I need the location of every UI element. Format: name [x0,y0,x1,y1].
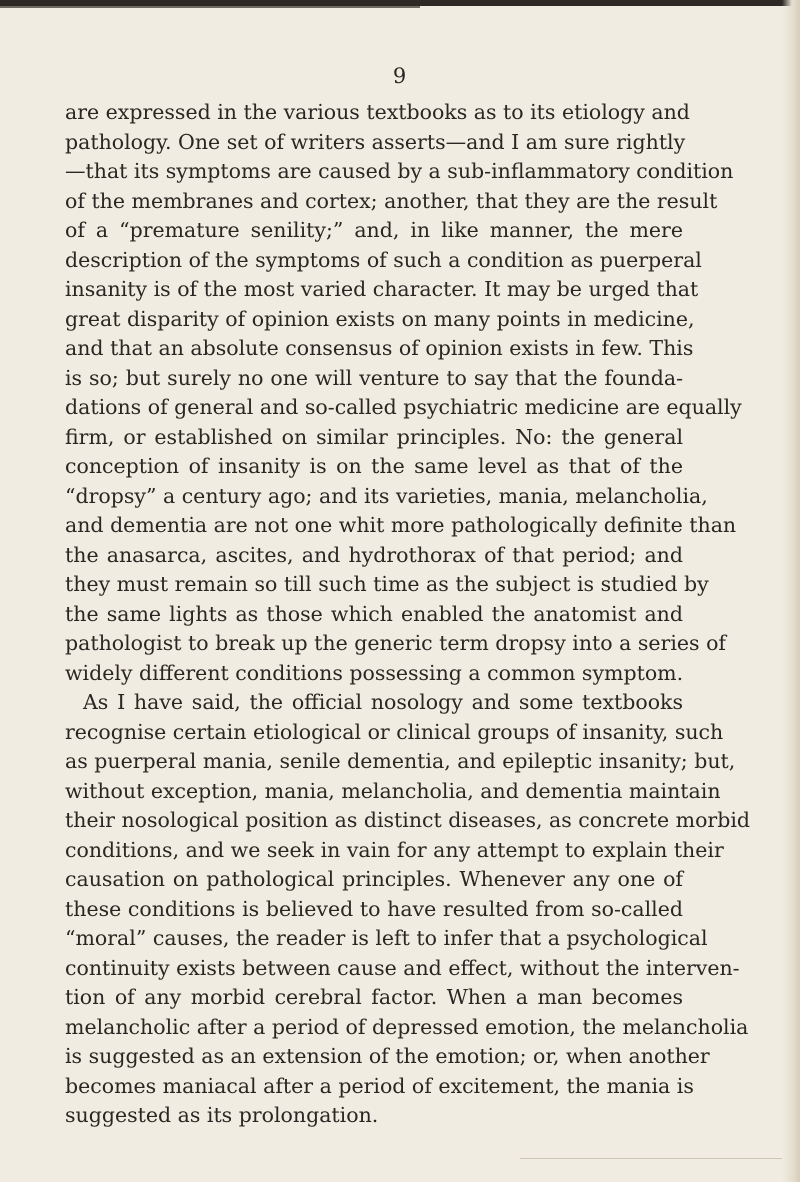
page-bottom-edge [520,1158,782,1159]
text-line: and dementia are not one whit more pathologically definite than [65,513,737,537]
text-line: description of the symptoms of such a condition as puerperal [65,247,702,272]
page-right-edge [782,0,800,1182]
text-line: tion of any morbid cerebral factor. When a man becomes [65,985,683,1009]
page-number: 9 [392,64,408,88]
text-line: “moral” causes, the reader is left to infer that a psychological [65,926,708,950]
text-line: conditions, and we seek in vain for any attempt to explain their [65,837,724,862]
text-line: becomes maniacal after a period of excitement, the mania is [65,1073,694,1098]
text-line: dations of general and so-called psychiatric medicine are equally [65,395,742,419]
text-line: the anasarca, ascites, and hydrothorax of that period; and [65,542,683,567]
text-line: is so; but surely no one will venture to say that the founda- [65,365,683,390]
text-line: are expressed in the various textbooks as to its etiology and [65,100,690,124]
text-line: insanity is of the most varied character. It may be urged that [65,277,699,301]
text-line: is suggested as an extension of the emotion; or, when another [65,1044,710,1068]
text-line: their nosological position as distinct diseases, as concrete morbid [65,808,751,832]
text-line: firm, or established on similar principles. No: the general [65,424,683,449]
text-line: as puerperal mania, senile dementia, and epileptic insanity; but, [65,749,736,773]
body-text [65,98,751,1131]
text-line: melancholic after a period of depressed emotion, the melancholia [65,1014,749,1039]
text-line: pathologist to break up the generic term dropsy into a series of [65,631,726,655]
text-line: of the membranes and cortex; another, that they are the result [65,188,718,213]
text-line: pathology. One set of writers asserts—and I am sure rightly [65,129,686,154]
text-line: suggested as its prolongation. [65,1103,379,1127]
text-line: the same lights as those which enabled the anatomist and [65,601,683,626]
text-line: “dropsy” a century ago; and its varieties, mania, melancholia, [65,483,708,508]
text-line: and that an absolute consensus of opinion exists in few. This [65,336,694,360]
text-line: As I have said, the official nosology and some textbooks [83,690,683,714]
text-line: of a “premature senility;” and, in like manner, the mere [65,218,683,242]
text-line: they must remain so till such time as the subject is studied by [65,572,709,596]
text-line: conception of insanity is on the same level as that of the [65,454,683,478]
text-line: these conditions is believed to have resulted from so-called [65,896,683,921]
text-line: great disparity of opinion exists on many points in medicine, [65,306,695,331]
page-top-edge-shadow [0,6,420,8]
text-line: causation on pathological principles. Whenever any one of [65,867,683,891]
text-line: —that its symptoms are caused by a sub-inflammatory condition [65,159,734,183]
text-line: recognise certain etiological or clinical groups of insanity, such [65,719,724,744]
text-line: continuity exists between cause and effect, without the interven- [65,955,740,980]
text-line: widely different conditions possessing a common symptom. [65,660,684,685]
text-line: without exception, mania, melancholia, and dementia maintain [65,778,721,803]
